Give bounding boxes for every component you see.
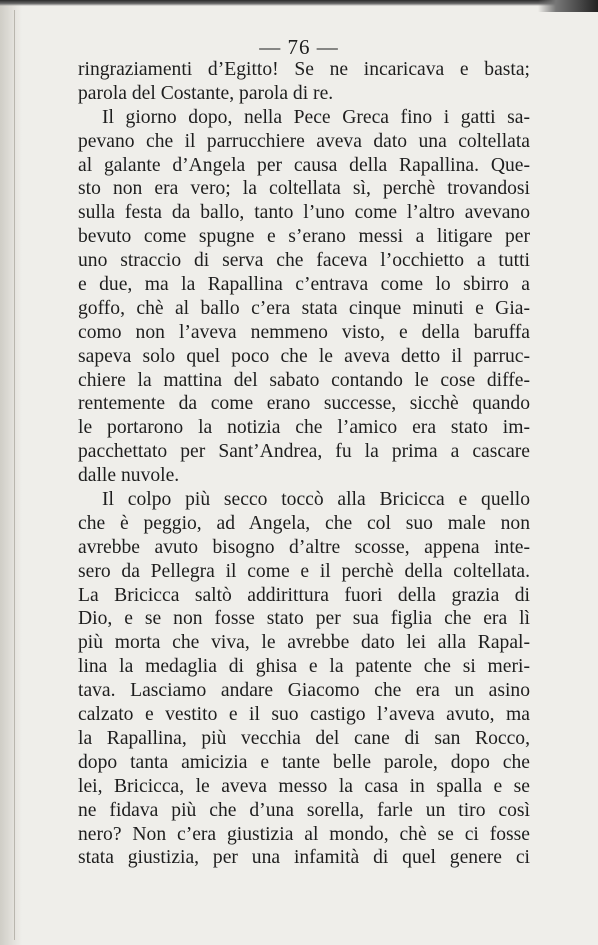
text-line: bevuto come spugne e s’erano messi a litigare per <box>78 226 530 248</box>
text-line: lei, Bricicca, le aveva messo la casa in spalla e se <box>78 775 530 797</box>
text-line: sapeva solo quel poco che le aveva detto il parruc- <box>78 345 530 367</box>
scan-corner-shadow <box>538 0 598 12</box>
text-line: como non l’aveva nemmeno visto, e della baruffa <box>78 321 530 343</box>
text-line: Il colpo più secco toccò alla Bricicca e quello <box>102 489 530 511</box>
text-line: e due, ma la Rapallina c’entrava come lo sbirro a <box>78 274 530 296</box>
text-line: pacchettato per Sant’Andrea, fu la prima a cascare <box>78 441 530 463</box>
text-line: tava. Lasciamo andare Giacomo che era un asino <box>78 680 530 702</box>
page-number: — 76 — <box>259 35 339 59</box>
text-line: chiere la mattina del sabato contando le cose diffe- <box>78 369 530 391</box>
text-line: Il giorno dopo, nella Pece Greca fino i gatti sa- <box>102 106 530 128</box>
text-line: lina la medaglia di ghisa e la patente che si meri- <box>78 656 530 678</box>
text-line: la Rapallina, più vecchia del cane di san Rocco, <box>78 727 530 749</box>
text-line: stata giustizia, per una infamità di quel genere ci <box>78 847 530 869</box>
scan-top-edge <box>0 0 598 6</box>
text-line: uno straccio di serva che faceva l’occhietto a tutti <box>78 250 530 272</box>
text-line: sero da Pellegra il come e il perchè della coltellata. <box>78 560 530 582</box>
text-line: calzato e vestito e il suo castigo l’aveva avuto, ma <box>78 704 530 726</box>
gutter-line <box>14 10 15 940</box>
text-line: goffo, chè al ballo c’era stata cinque minuti e Gia- <box>78 297 530 319</box>
text-line: La Bricicca saltò addirittura fuori della grazia di <box>78 584 530 606</box>
text-line: più morta che viva, le avrebbe dato lei alla Rapal- <box>78 632 530 654</box>
text-line: al galante d’Angela per causa della Rapallina. Que- <box>78 154 530 176</box>
text-line: rentemente da come erano successe, sicchè quando <box>78 393 530 415</box>
text-line: che è peggio, ad Angela, che col suo male non <box>78 512 530 534</box>
text-line: parola del Costante, parola di re. <box>78 82 334 104</box>
text-line: nero? Non c’era giustizia al mondo, chè se ci fosse <box>78 823 530 845</box>
text-line: Dio, e se non fosse stato per sua figlia che era lì <box>78 608 530 630</box>
text-line: ne fidava più che d’una sorella, farle un tiro così <box>78 799 530 821</box>
text-line: pevano che il parrucchiere aveva dato una coltellata <box>78 130 530 152</box>
text-line: le portarono la notizia che l’amico era stato im- <box>78 417 530 439</box>
text-line: sulla festa da ballo, tanto l’uno come l’altro avevano <box>78 202 530 224</box>
text-line: ringraziamenti d’Egitto! Se ne incaricava e basta; <box>78 59 530 80</box>
text-line: dalle nuvole. <box>78 465 180 487</box>
text-line: avrebbe avuto bisogno d’altre scosse, appena inte- <box>78 536 530 558</box>
body-text <box>78 58 530 870</box>
text-line: sto non era vero; la coltellata sì, perchè trovandosi <box>78 178 530 200</box>
page-gutter-shadow <box>0 0 22 945</box>
text-line: dopo tanta amicizia e tante belle parole, dopo che <box>78 751 530 773</box>
